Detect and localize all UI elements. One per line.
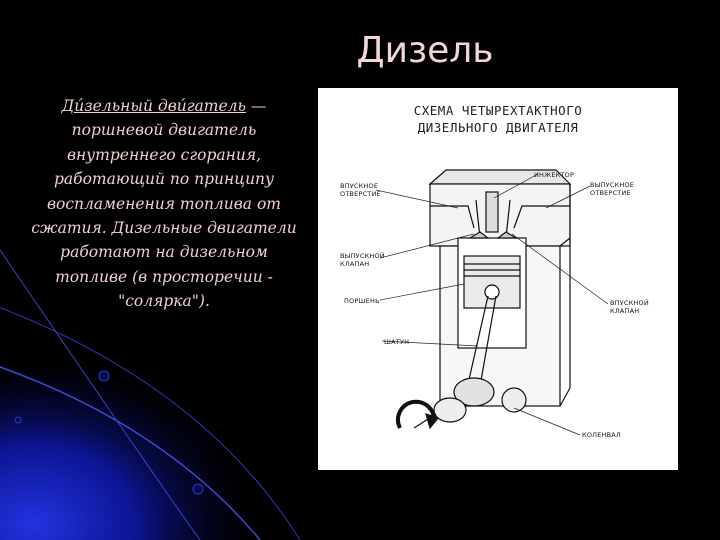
diagram-title-line-2: ДИЗЕЛЬНОГО ДВИГАТЕЛЯ <box>417 120 579 135</box>
label-intake-port: ВПУСКНОЕ ОТВЕРСТИЕ <box>340 182 381 198</box>
defined-term: Ди́зельный дви́гатель <box>61 97 246 115</box>
label-intake-valve: ВПУСКНОЙ КЛАПАН <box>610 299 649 315</box>
label-exhaust-valve: ВЫПУСКНОЙ КЛАПАН <box>340 252 385 268</box>
label-exhaust-port: ВЫПУСКНОЕ ОТВЕРСТИЕ <box>590 181 635 197</box>
slide-title: Дизель <box>356 30 494 71</box>
label-injector: ИНЖЕКТОР <box>534 171 575 179</box>
label-piston: ПОРШЕНЬ <box>344 297 380 305</box>
definition-text: — поршневой двигатель внутреннего сгорания, работающий по принципу воспламенения топлива от сжатия. Дизельные двигатели работают на дизельном топливе (в просторечии - "солярка"). <box>31 97 297 311</box>
diagram-title-line-1: СХЕМА ЧЕТЫРЕХТАКТНОГО <box>413 103 583 118</box>
engine-diagram <box>318 88 678 470</box>
label-crankshaft: КОЛЕНВАЛ <box>582 431 622 439</box>
engine-cutaway-drawing <box>318 88 678 470</box>
definition-paragraph <box>30 94 298 314</box>
label-connecting-rod: ШАТУН <box>384 338 410 346</box>
